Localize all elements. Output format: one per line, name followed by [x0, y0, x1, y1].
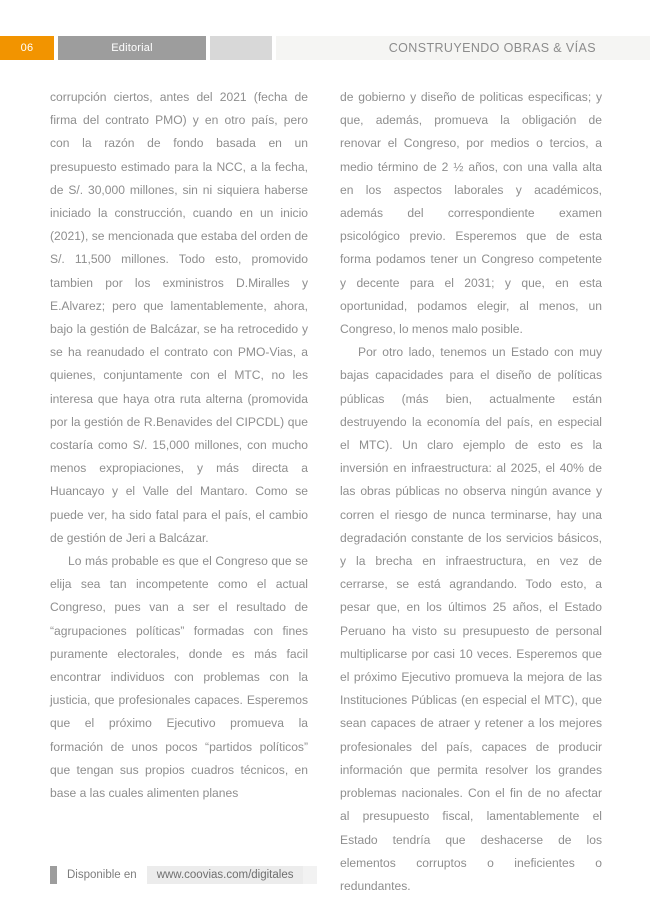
left-column — [50, 86, 308, 846]
page-number-badge: 06 — [0, 36, 54, 60]
publication-title: CONSTRUYENDO OBRAS & VÍAS — [276, 36, 650, 60]
footer-availability-label: Disponible en — [57, 866, 147, 884]
section-label: Editorial — [58, 36, 206, 60]
page-header — [0, 36, 650, 60]
footer-tail-block — [303, 866, 317, 884]
right-paragraph-2: Por otro lado, tenemos un Estado con muy bajas capacidades para el diseño de políticas públicas (más bien, actualmente están destruyendo la economía del país, en especial el MTC). Un claro ejemplo de esto es la inversión en infraestructura: al 2025, el 40% de las obras públicas no observa ningún avance y corren el riesgo de nunca terminarse, hay una degradación constante de los servicios básicos, y la brecha en infraestructura, en vez de cerrarse, se está agrandando. Todo esto, a pesar que, en los últimos 25 años, el Estado Peruano ha visto su presupuesto de personal multiplicarse por casi 10 veces. Esperemos que el próximo Ejecutivo promueva la mejora de las Instituciones Públicas (en especial el MTC), que sean capaces de atraer y retener a los mejores profesionales del país, capaces de producir información que permita resolver los grandes problemas nacionales. Con el fin de no afectar al presupuesto fiscal, lamentablemente el Estado tendría que deshacerse de los elementos corruptos o ineficientes o redundantes. — [340, 345, 602, 893]
left-paragraph-1: corrupción ciertos, antes del 2021 (fecha de firma del contrato PMO) y en otro país, pero con la razón de fondo basada en un presupuesto estimado para la NCC, a la fecha, de S/. 30,000 millones, sin ni siquiera haberse iniciado la construcción, cuando en un inicio (2021), se mencionada que estaba del orden de S/. 11,500 millones. Todo esto, promovido tambien por los exministros D.Miralles y E.Alvarez; pero que lamentablemente, ahora, bajo la gestión de Balcázar, se ha retrocedido y se ha reanudado el contrato con PMO-Vias, a quienes, conjuntamente con el MTC, no les interesa que haya otra ruta alterna (promovida por la gestión de R.Benavides del CIPCDL) que costaría como S/. 15,000 millones, con mucho menos expropiaciones, y más directa a Huancayo y el Valle del Mantaro. Como se puede ver, ha sido fatal para el país, el cambio de gestión de Jeri a Balcázar. — [50, 90, 308, 545]
right-paragraph-1: de gobierno y diseño de politicas especificas; y que, además, promueva la obligación de renovar el Congreso, por medios o tercios, a medio término de 2 ½ años, con una valla alta en los aspectos laborales y académicos, además del correspondiente examen psicológico previo. Esperemos que de esta forma podamos tener un Congreso competente y decente para el 2031; y que, en esta oportunidad, podamos elegir, al menos, un Congreso, lo menos malo posible. — [340, 90, 602, 337]
right-column — [340, 86, 602, 893]
header-spacer-block — [210, 36, 272, 60]
footer-marker-bar — [50, 866, 57, 884]
footer-url-link[interactable]: www.coovias.com/digitales — [147, 866, 304, 884]
page-footer — [50, 866, 317, 884]
left-paragraph-2: Lo más probable es que el Congreso que se elija sea tan incompetente como el actual Congreso, pues van a ser el resultado de “agrupaciones políticas” formadas con fines puramente electorales, donde es más facil encontrar individuos con problemas con la justicia, que profesionales capaces. Esperemos que el próximo Ejecutivo promueva la formación de unos pocos “partidos políticos” que tengan sus propios cuadros técnicos, en base a las cuales alimenten planes — [50, 554, 308, 801]
